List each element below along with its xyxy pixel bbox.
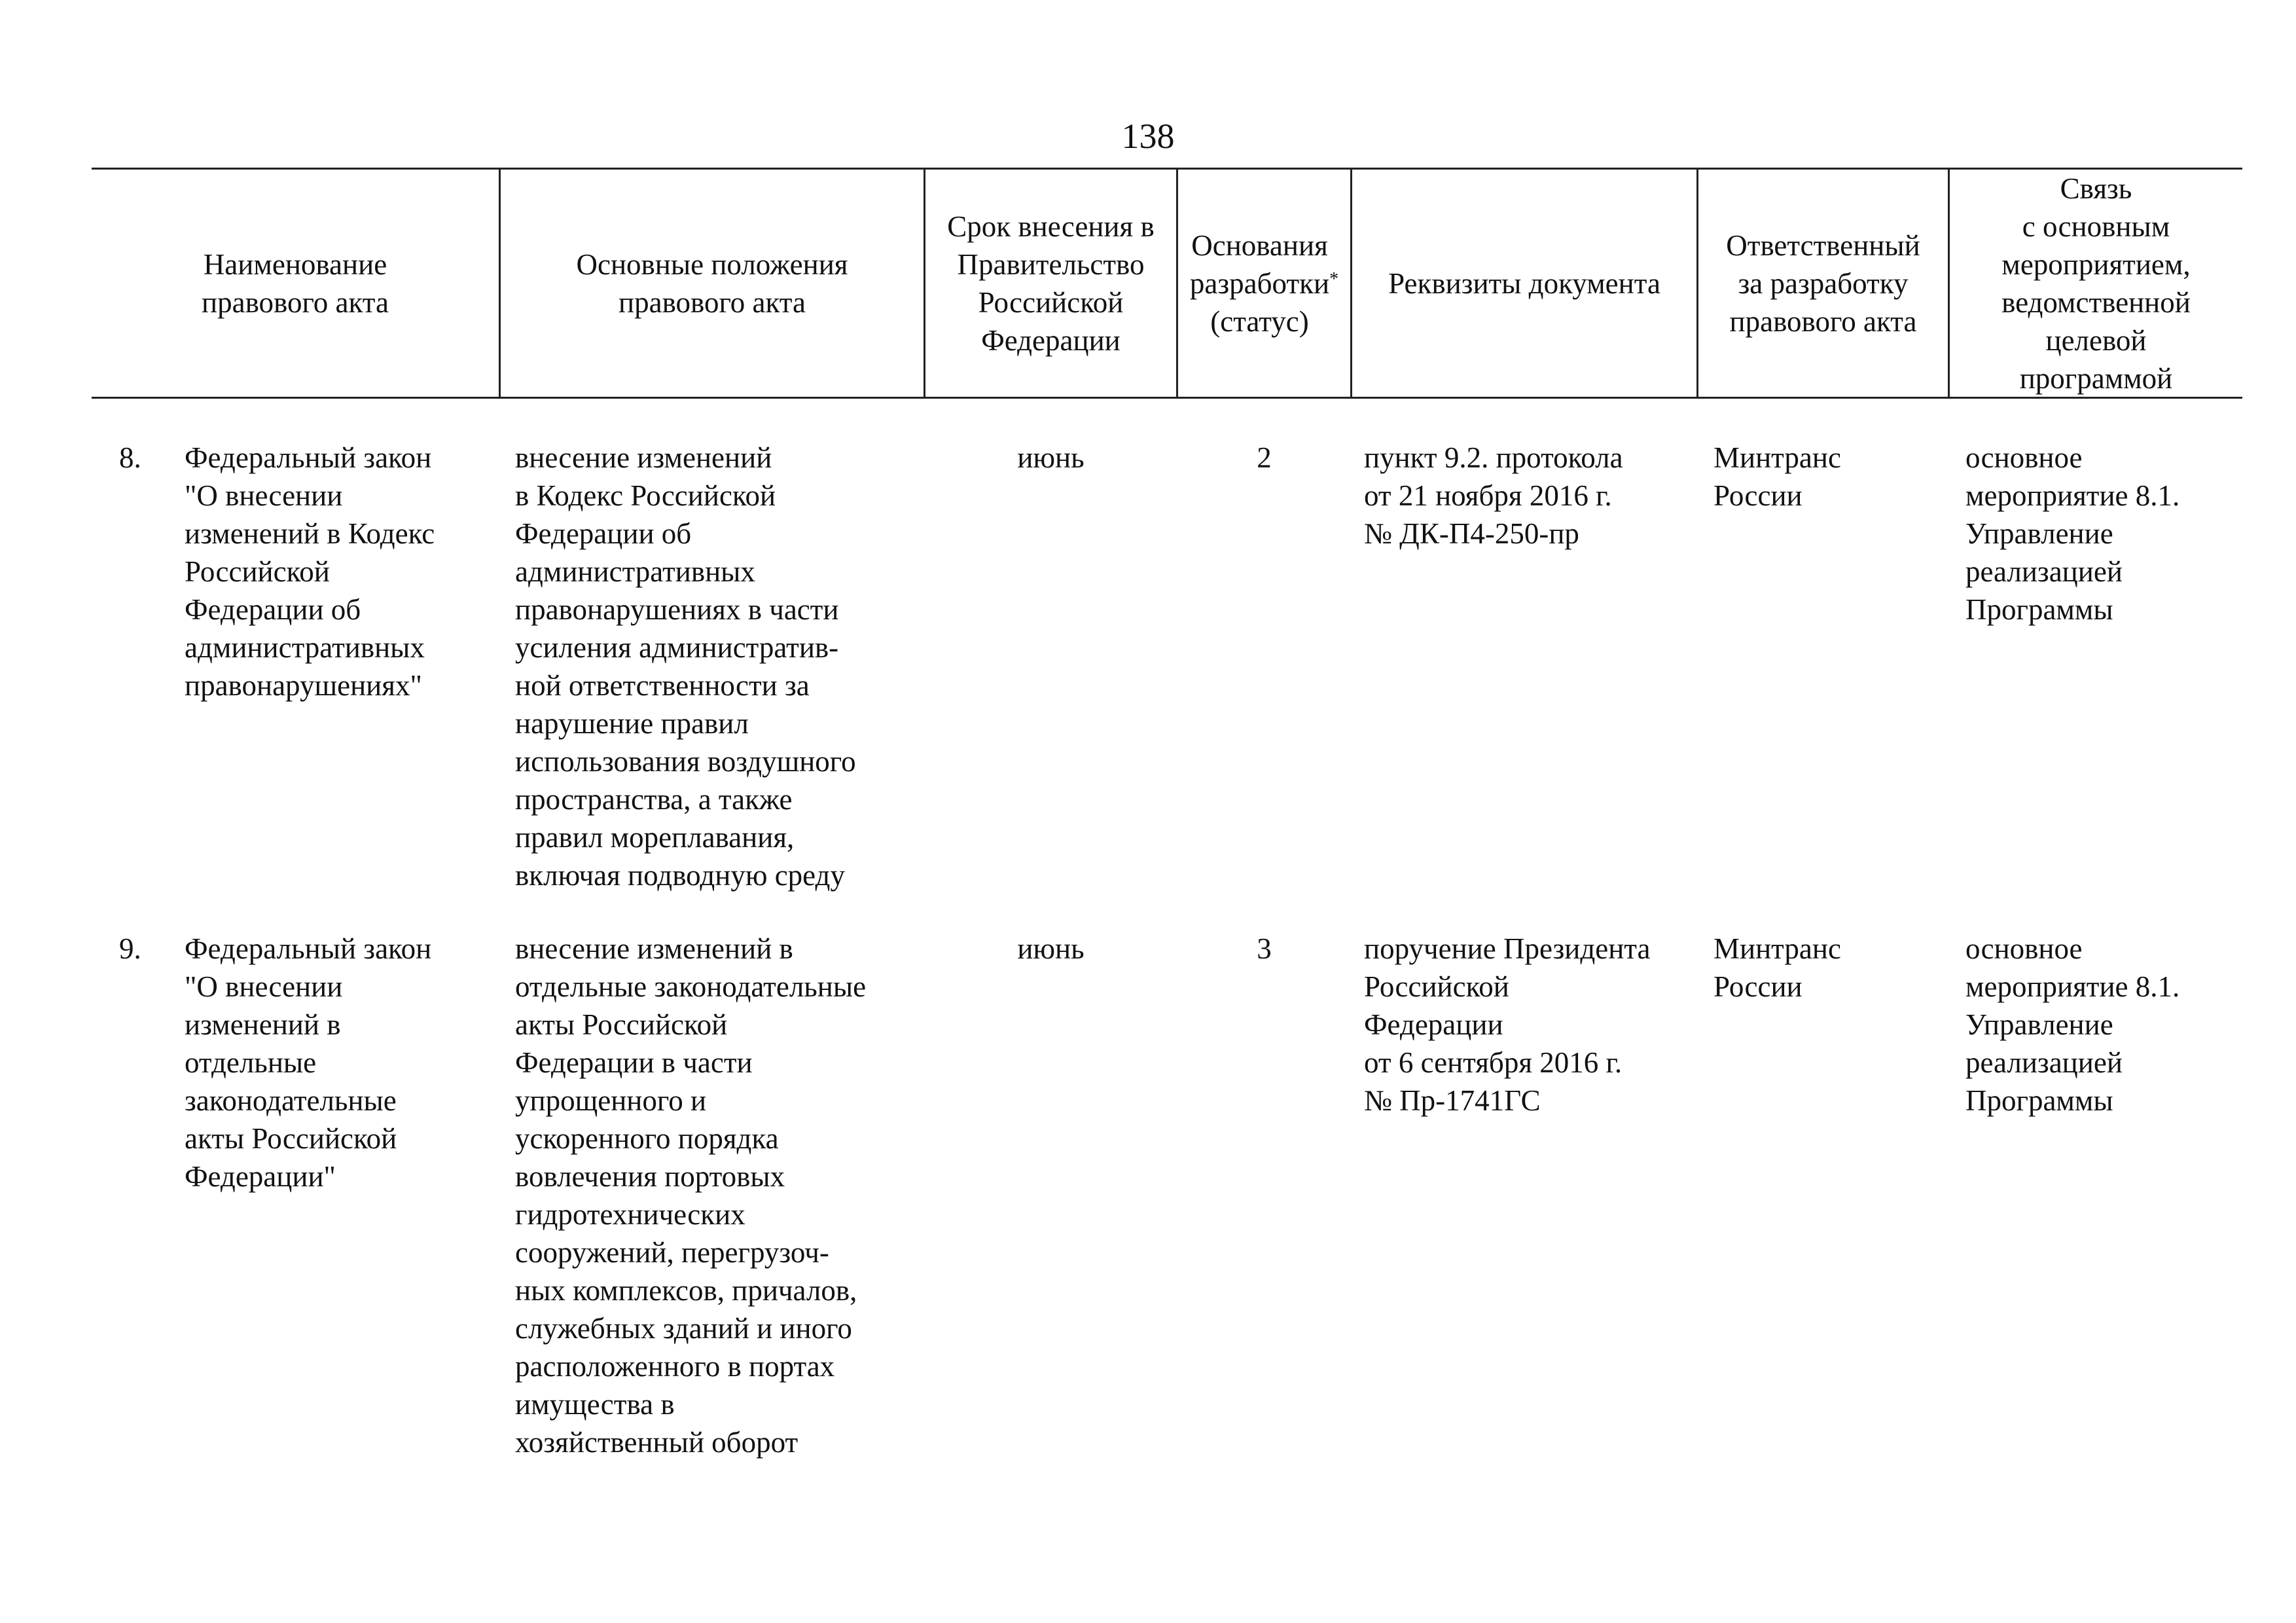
- row-requisites: пункт 9.2. протокола от 21 ноября 2016 г. № ДК-П4-250-пр: [1364, 441, 1623, 550]
- row-number: 8.: [119, 441, 141, 474]
- row-basis-status: 3: [1257, 932, 1272, 965]
- header-name-text: Наименование правового акта: [202, 247, 389, 319]
- row-responsible: Минтранс России: [1713, 441, 1841, 512]
- header-requisites-text: Реквизиты документа: [1388, 266, 1660, 300]
- row-deadline: июнь: [1017, 932, 1085, 965]
- header-provisions: [501, 170, 924, 397]
- header-responsible-text: Ответственный за разработку правового акта: [1726, 228, 1920, 338]
- row-provisions: внесение изменений в отдельные законодательные акты Российской Федерации в части упрощенного и ускоренного порядка вовлечения портовых гидротехнических сооружений, перегрузоч- ных комплексов, причалов, служебных зданий и иного расположенного в портах имущества в хозяйственный оборот: [515, 932, 867, 1459]
- row-program-link: основное мероприятие 8.1. Управление реализацией Программы: [1965, 932, 2180, 1117]
- header-basis-footnote-mark: *: [1329, 268, 1339, 289]
- header-provisions-text: Основные положения правового акта: [576, 247, 848, 319]
- row-program-link: основное мероприятие 8.1. Управление реализацией Программы: [1965, 441, 2180, 626]
- row-act-name: Федеральный закон "О внесении изменений в отдельные законодательные акты Российской Федерации": [185, 932, 432, 1193]
- row-act-name: Федеральный закон "О внесении изменений в Кодекс Российской Федерации об административных правонарушениях": [185, 441, 435, 702]
- row-deadline: июнь: [1017, 441, 1085, 474]
- row-requisites: поручение Президента Российской Федерации от 6 сентября 2016 г. № Пр-1741ГС: [1364, 932, 1651, 1117]
- header-link: [1950, 170, 2242, 397]
- header-link-text: Связь с основным мероприятием, ведомственной целевой программой: [2001, 172, 2191, 395]
- table-header-bottom-rule: [92, 397, 2242, 399]
- header-basis: [1178, 170, 1350, 397]
- header-requisites: [1352, 170, 1696, 397]
- header-basis-text: Основания разработки (статус): [1189, 228, 1330, 338]
- row-number: 9.: [119, 932, 141, 965]
- header-deadline: [925, 170, 1176, 397]
- row-basis-status: 2: [1257, 441, 1272, 474]
- header-deadline-text: Срок внесения в Правительство Российской Федерации: [947, 210, 1155, 357]
- row-provisions: внесение изменений в Кодекс Российской Федерации об административных правонарушениях в части усиления административ- ной ответственности за нарушение правил использования воздушного пространства, а также правил мореплавания, включая подводную среду: [515, 441, 856, 892]
- row-responsible: Минтранс России: [1713, 932, 1841, 1003]
- page-number: 138: [1121, 117, 1175, 156]
- header-name: [92, 170, 499, 397]
- header-responsible: [1698, 170, 1948, 397]
